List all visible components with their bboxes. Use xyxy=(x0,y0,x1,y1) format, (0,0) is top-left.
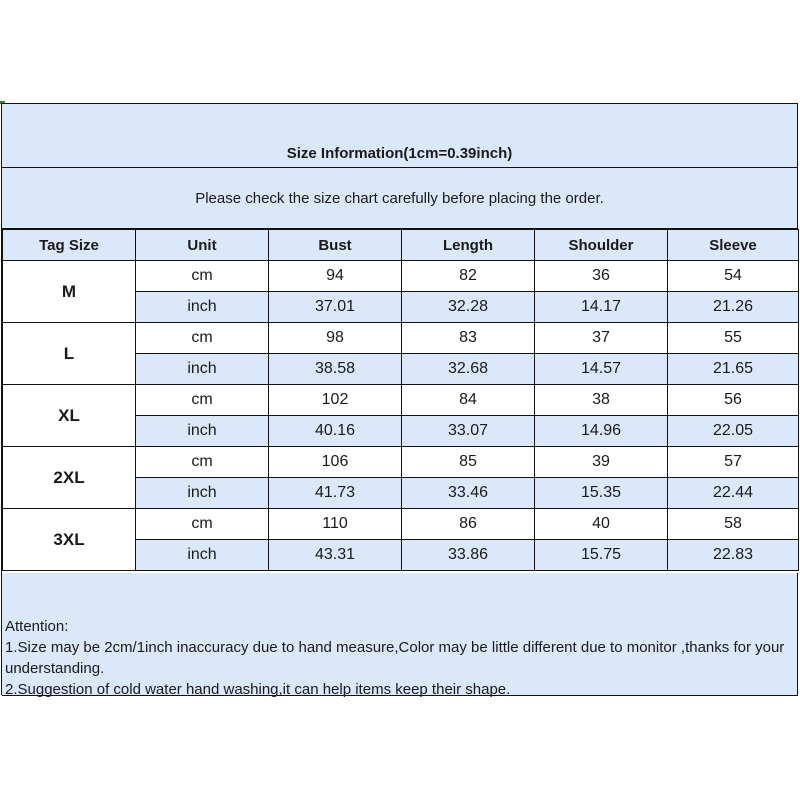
header-bust: Bust xyxy=(269,230,402,261)
value-cell: 38.58 xyxy=(269,354,402,385)
value-cell: 33.07 xyxy=(402,416,535,447)
header-sleeve: Sleeve xyxy=(668,230,799,261)
unit-cell: cm xyxy=(136,447,269,478)
tag-size-cell: XL xyxy=(3,385,136,447)
value-cell: 22.05 xyxy=(668,416,799,447)
unit-cell: inch xyxy=(136,292,269,323)
value-cell: 57 xyxy=(668,447,799,478)
value-cell: 32.68 xyxy=(402,354,535,385)
value-cell: 32.28 xyxy=(402,292,535,323)
table-row xyxy=(3,509,799,540)
tag-size-cell: L xyxy=(3,323,136,385)
value-cell: 15.75 xyxy=(535,540,668,571)
unit-cell: inch xyxy=(136,478,269,509)
value-cell: 56 xyxy=(668,385,799,416)
notes-line-1: 1.Size may be 2cm/1inch inaccuracy due to hand measure,Color may be little different due to monitor ,thanks for your understanding. xyxy=(5,639,785,677)
value-cell: 38 xyxy=(535,385,668,416)
tag-size-cell: 3XL xyxy=(3,509,136,571)
value-cell: 83 xyxy=(402,323,535,354)
value-cell: 86 xyxy=(402,509,535,540)
header-unit: Unit xyxy=(136,230,269,261)
unit-cell: inch xyxy=(136,416,269,447)
header-shoulder: Shoulder xyxy=(535,230,668,261)
value-cell: 85 xyxy=(402,447,535,478)
value-cell: 14.57 xyxy=(535,354,668,385)
header-tag-size: Tag Size xyxy=(3,230,136,261)
value-cell: 37 xyxy=(535,323,668,354)
value-cell: 21.26 xyxy=(668,292,799,323)
value-cell: 21.65 xyxy=(668,354,799,385)
chart-subtitle-text: Please check the size chart carefully before placing the order. xyxy=(195,189,604,207)
unit-cell: cm xyxy=(136,323,269,354)
value-cell: 43.31 xyxy=(269,540,402,571)
table-row xyxy=(3,261,799,292)
attention-notes xyxy=(2,573,798,696)
notes-heading: Attention: xyxy=(5,618,69,635)
value-cell: 40.16 xyxy=(269,416,402,447)
value-cell: 33.86 xyxy=(402,540,535,571)
table-header-row xyxy=(3,230,799,261)
value-cell: 36 xyxy=(535,261,668,292)
chart-title xyxy=(2,104,798,168)
value-cell: 39 xyxy=(535,447,668,478)
value-cell: 110 xyxy=(269,509,402,540)
value-cell: 84 xyxy=(402,385,535,416)
chart-subtitle xyxy=(2,168,798,229)
value-cell: 102 xyxy=(269,385,402,416)
size-table xyxy=(2,229,799,571)
size-chart xyxy=(1,103,798,698)
unit-cell: cm xyxy=(136,385,269,416)
notes-line-2: 2.Suggestion of cold water hand washing,it can help items keep their shape. xyxy=(5,681,511,698)
value-cell: 37.01 xyxy=(269,292,402,323)
chart-title-text: Size Information(1cm=0.39inch) xyxy=(286,145,513,162)
value-cell: 14.96 xyxy=(535,416,668,447)
value-cell: 58 xyxy=(668,509,799,540)
tag-size-cell: M xyxy=(3,261,136,323)
value-cell: 41.73 xyxy=(269,478,402,509)
value-cell: 22.44 xyxy=(668,478,799,509)
value-cell: 15.35 xyxy=(535,478,668,509)
unit-cell: inch xyxy=(136,354,269,385)
tag-size-cell: 2XL xyxy=(3,447,136,509)
value-cell: 106 xyxy=(269,447,402,478)
value-cell: 33.46 xyxy=(402,478,535,509)
unit-cell: cm xyxy=(136,261,269,292)
value-cell: 98 xyxy=(269,323,402,354)
header-length: Length xyxy=(402,230,535,261)
value-cell: 55 xyxy=(668,323,799,354)
value-cell: 82 xyxy=(402,261,535,292)
value-cell: 40 xyxy=(535,509,668,540)
value-cell: 14.17 xyxy=(535,292,668,323)
value-cell: 54 xyxy=(668,261,799,292)
table-row xyxy=(3,447,799,478)
unit-cell: cm xyxy=(136,509,269,540)
value-cell: 22.83 xyxy=(668,540,799,571)
unit-cell: inch xyxy=(136,540,269,571)
value-cell: 94 xyxy=(269,261,402,292)
table-row xyxy=(3,323,799,354)
table-row xyxy=(3,385,799,416)
